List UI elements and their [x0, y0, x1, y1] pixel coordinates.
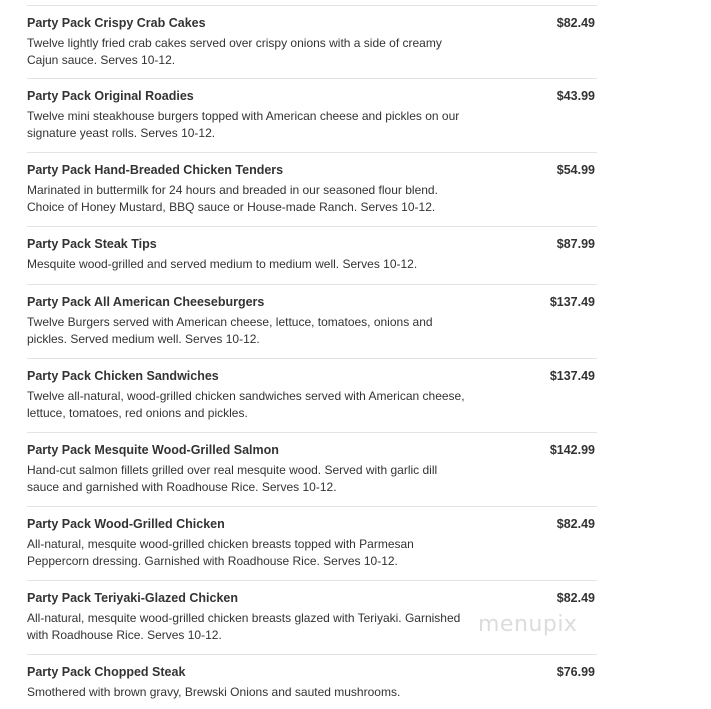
- item-name: Party Pack Mesquite Wood-Grilled Salmon: [27, 443, 279, 457]
- item-price: $54.99: [556, 163, 595, 177]
- item-name: Party Pack Chopped Steak: [27, 665, 186, 679]
- item-price: $76.99: [556, 665, 595, 679]
- item-name: Party Pack Steak Tips: [27, 237, 157, 251]
- item-description: Twelve lightly fried crab cakes served over crispy onions with a side of creamy Cajun sauce. Serves 10-12.: [27, 36, 442, 67]
- item-name: Party Pack All American Cheeseburgers: [27, 295, 265, 309]
- item-price: $87.99: [556, 237, 595, 251]
- menu-item: [27, 432, 597, 506]
- item-description: Twelve Burgers served with American cheese, lettuce, tomatoes, onions and pickles. Served medium well. Serves 10-12.: [27, 315, 433, 346]
- menu-item: [27, 654, 597, 709]
- watermark-logo: menupix: [478, 612, 578, 637]
- item-description: Marinated in buttermilk for 24 hours and breaded in our seasoned flour blend. Choice of Honey Mustard, BBQ sauce or House-made Ranch. Serves 10-12.: [27, 183, 438, 214]
- menu-item: [27, 226, 597, 284]
- menu-item: [27, 78, 597, 152]
- item-description: All-natural, mesquite wood-grilled chicken breasts topped with Parmesan Peppercorn dressing. Garnished with Roadhouse Rice. Serves 10-12.: [27, 537, 414, 568]
- item-price: $137.49: [549, 369, 595, 383]
- menu-item: [27, 506, 597, 580]
- item-name: Party Pack Hand-Breaded Chicken Tenders: [27, 163, 284, 177]
- menu-list: [27, 5, 597, 709]
- menu-item: [27, 358, 597, 432]
- item-price: $82.49: [556, 16, 595, 30]
- item-description: Mesquite wood-grilled and served medium to medium well. Serves 10-12.: [27, 257, 418, 271]
- item-description: Hand-cut salmon fillets grilled over real mesquite wood. Served with garlic dill sauce and garnished with Roadhouse Rice. Serves 10-12.: [27, 463, 438, 494]
- item-description: All-natural, mesquite wood-grilled chicken breasts glazed with Teriyaki. Garnished with Roadhouse Rice. Serves 10-12.: [27, 611, 461, 642]
- item-name: Party Pack Wood-Grilled Chicken: [27, 517, 225, 531]
- item-name: Party Pack Chicken Sandwiches: [27, 369, 219, 383]
- item-description: Twelve mini steakhouse burgers topped with American cheese and pickles on our signature yeast rolls. Serves 10-12.: [27, 109, 460, 140]
- item-name: Party Pack Teriyaki-Glazed Chicken: [27, 591, 238, 605]
- item-price: $142.99: [549, 443, 595, 457]
- menu-item: [27, 284, 597, 358]
- menu-item: [27, 5, 597, 78]
- item-price: $137.49: [549, 295, 595, 309]
- item-price: $82.49: [556, 517, 595, 531]
- menu-item: [27, 152, 597, 226]
- item-description: Twelve all-natural, wood-grilled chicken sandwiches served with American cheese, lettuce, tomatoes, red onions and pickles.: [27, 389, 465, 420]
- item-description: Smothered with brown gravy, Brewski Onions and sauted mushrooms.: [27, 685, 401, 699]
- item-price: $43.99: [556, 89, 595, 103]
- item-price: $82.49: [556, 591, 595, 605]
- item-name: Party Pack Crispy Crab Cakes: [27, 16, 206, 30]
- item-name: Party Pack Original Roadies: [27, 89, 194, 103]
